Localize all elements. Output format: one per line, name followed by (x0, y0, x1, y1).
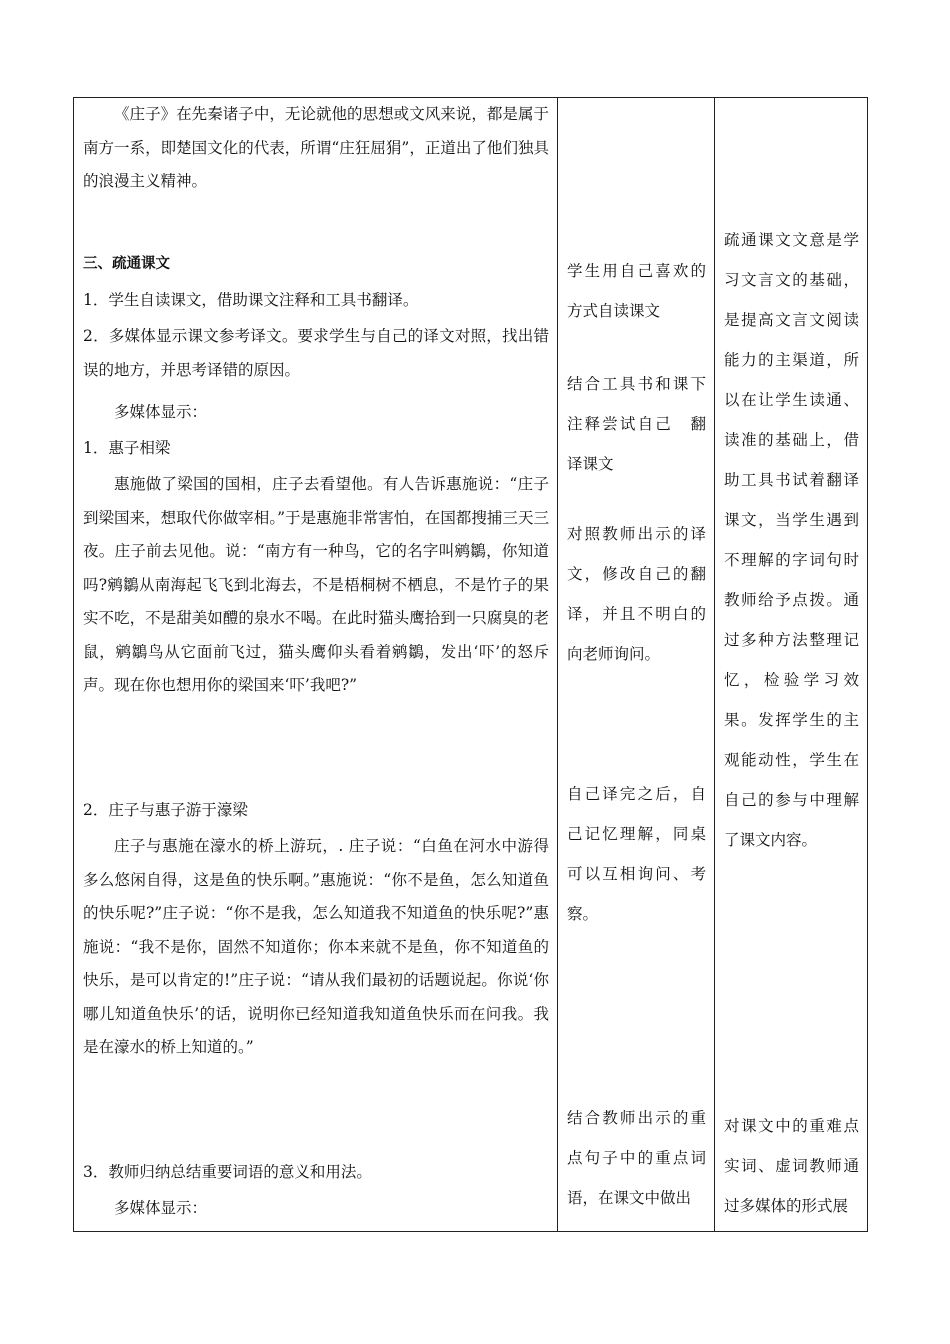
step-2: 2．多媒体显示课文参考译文。要求学生与自己的译文对照，找出错误的地方，并思考译错的原因。 (83, 327, 549, 379)
story-1-title: 1．惠子相梁 (83, 439, 171, 457)
intro-paragraph: 《庄子》在先秦诸子中，无论就他的思想或文风来说，都是属于南方一系，即楚国文化的代表，所谓“庄狂屈狷”，正道出了他们独具的浪漫主义精神。 (83, 105, 549, 190)
activity-5: 结合教师出示的重点句子中的重点词语，在课文中做出 (567, 1109, 706, 1207)
activity-3: 对照教师出示的译文，修改自己的翻译，并且不明白的向老师询问。 (567, 525, 706, 663)
section-title: 三、疏通课文 (83, 256, 170, 272)
step-3: 3．教师归纳总结重要词语的意义和用法。 (83, 1163, 372, 1181)
step-1: 1．学生自读课文，借助课文注释和工具书翻译。 (83, 291, 419, 309)
lesson-table (73, 97, 868, 1232)
activity-4: 自己译完之后，自己记忆理解，同桌可以互相询问、考察。 (567, 785, 706, 923)
teaching-content-column (74, 98, 557, 1231)
student-activity-column (557, 98, 714, 1231)
story-1-text: 惠施做了梁国的国相，庄子去看望他。有人告诉惠施说：“庄子到梁国来，想取代你做宰相。”于是惠施非常害怕，在国都搜捕三天三夜。庄子前去见他。说：“南方有一种鸟，它的名字叫鹓鶵，你知道吗?鹓鶵从南海起飞飞到北海去，不是梧桐树不栖息，不是竹子的果实不吃，不是甜美如醴的泉水不喝。在此时猫头鹰拾到一只腐臭的老鼠，鹓鶵鸟从它面前飞过，猫头鹰仰头看着鹓鶵，发出‘吓’的怒斥声。现在你也想用你的梁国来‘吓’我吧?” (83, 475, 549, 694)
media-label: 多媒体显示： (114, 1199, 208, 1217)
story-2-text: 庄子与惠施在濠水的桥上游玩，. 庄子说：“白鱼在河水中游得多么悠闲自得，这是鱼的快乐啊。”惠施说：“你不是鱼，怎么知道鱼的快乐呢?”庄子说：“你不是我，怎么知道我不知道鱼的快乐呢?”惠施说：“我不是你，固然不知道你；你本来就不是鱼，你不知道鱼的快乐，是可以肯定的!”庄子说：“请从我们最初的话题说起。你说‘你哪儿知道鱼快乐’的话，说明你已经知道我知道鱼快乐而在问我。我是在濠水的桥上知道的。” (83, 837, 549, 1056)
activity-2: 结合工具书和课下注释尝试自己 翻译课文 (567, 375, 706, 473)
intent-2: 对课文中的重难点实词、虚词教师通过多媒体的形式展 (724, 1117, 859, 1215)
design-intent-column (714, 98, 867, 1231)
intent-1: 疏通课文文意是学习文言文的基础，是提高文言文阅读能力的主渠道，所以在让学生读通、读准的基础上，借助工具书试着翻译课文，当学生遇到不理解的字词句时教师给予点拨。通过多种方法整理记忆，检验学习效果。发挥学生的主观能动性，学生在自己的参与中理解了课文内容。 (724, 231, 859, 849)
media-label: 多媒体显示： (114, 403, 208, 421)
activity-1: 学生用自己喜欢的方式自读课文 (567, 262, 706, 320)
story-2-title: 2．庄子与惠子游于濠梁 (83, 801, 248, 819)
